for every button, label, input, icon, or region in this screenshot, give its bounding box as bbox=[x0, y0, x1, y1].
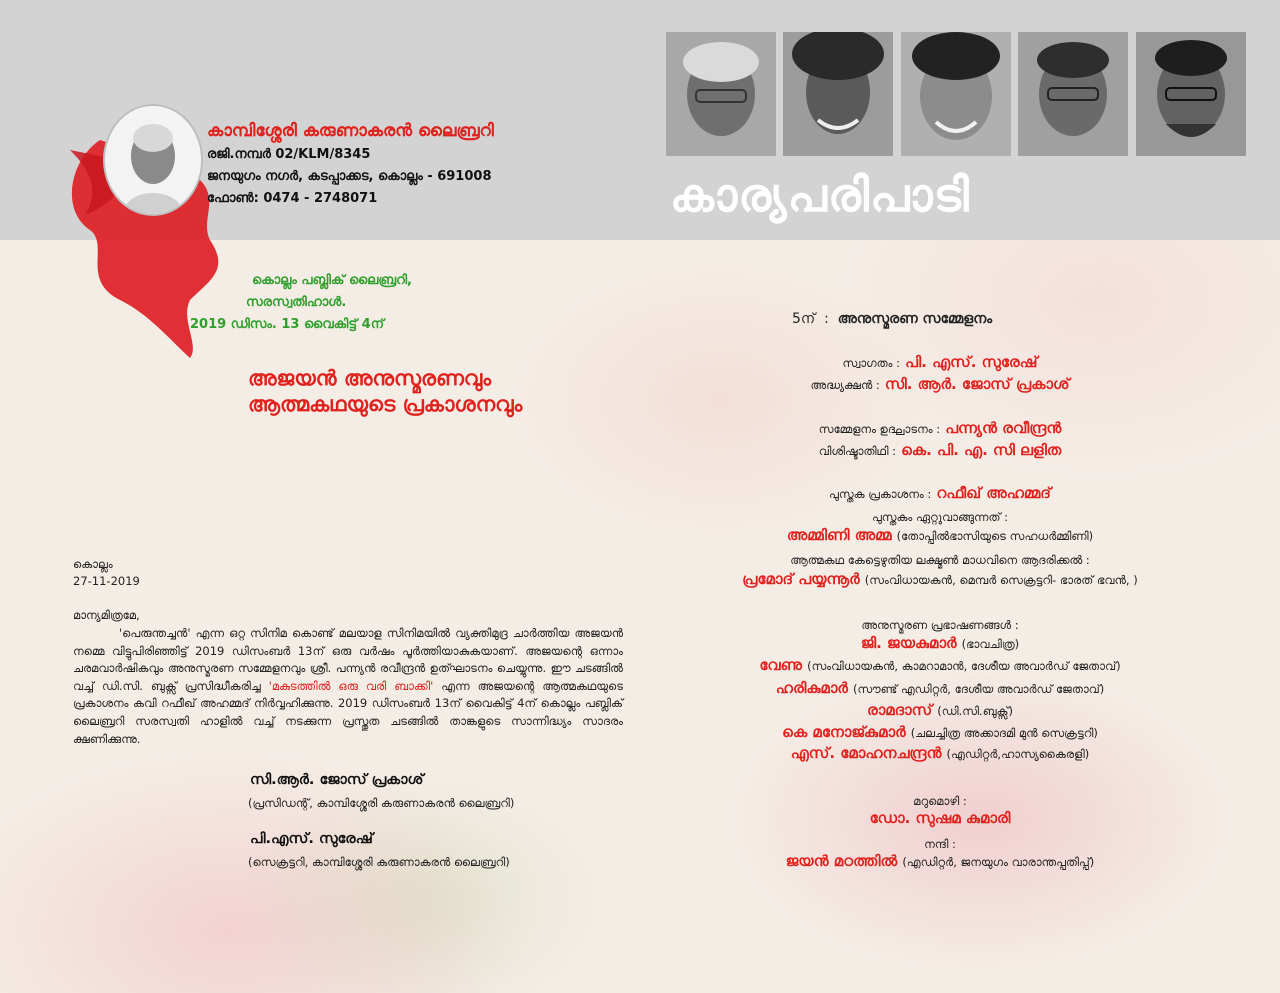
reply-row bbox=[600, 808, 1280, 827]
speaker-note: (എഡിറ്റർ,ഹാസ്യകൈരളി) bbox=[946, 747, 1090, 761]
library-name: കാമ്പിശ്ശേരി കരുണാകരൻ ലൈബ്രറി bbox=[207, 121, 494, 141]
guest-photo-4 bbox=[1018, 32, 1128, 156]
letter-salutation: മാന്യമിത്രമേ, bbox=[73, 608, 140, 622]
session-time: 5ന് bbox=[792, 311, 816, 327]
reply-label-row bbox=[600, 790, 1280, 809]
signatory-1-role: (പ്രസിഡന്റ്, കാമ്പിശ്ശേരി കരുണാകരൻ ലൈബ്രറി) bbox=[248, 796, 515, 810]
library-registration: രജി.നമ്പർ 02/KLM/8345 bbox=[207, 147, 371, 162]
speaker-note: (സൗണ്ട് എഡിറ്റർ, ദേശീയ അവാർഡ് ജേതാവ്) bbox=[853, 682, 1105, 696]
speeches-label: അനുസ്മരണ പ്രഭാഷണങ്ങൾ : bbox=[861, 618, 1019, 632]
letter-date: 27-11-2019 bbox=[73, 574, 140, 588]
session-heading: 5ന് : അനുസ്മരണ സമ്മേളനം bbox=[792, 311, 993, 327]
letter-body bbox=[73, 625, 623, 748]
venue-line-3: 2019 ഡിസം. 13 വൈകിട്ട് 4ന് bbox=[190, 317, 384, 332]
receive-name: അമ്മിണി അമ്മ bbox=[786, 526, 892, 544]
honour-label: ആത്മകഥ കേട്ടെഴുതിയ ലക്ഷ്മൺ മാധവിനെ ആദരിക്കൽ : bbox=[790, 553, 1090, 567]
speaker-name: ജി. ജയകുമാർ bbox=[860, 634, 957, 652]
founder-portrait bbox=[103, 104, 203, 216]
event-title-line-2: ആത്മകഥയുടെ പ്രകാശനവും bbox=[248, 392, 523, 416]
speaker-row bbox=[600, 655, 1280, 674]
event-title-line-1: അജയൻ അനുസ്മരണവും bbox=[248, 366, 492, 390]
receive-label-row bbox=[600, 506, 1280, 525]
session-name: അനുസ്മരണ സമ്മേളനം bbox=[837, 311, 993, 327]
inauguration-label: സമ്മേളനം ഉദ്ഘാടനം : bbox=[818, 422, 941, 436]
guest-photo-1 bbox=[666, 32, 776, 156]
thanks-note: (എഡിറ്റർ, ജനയുഗം വാരാന്തപ്പതിപ്പ്) bbox=[902, 855, 1095, 869]
signatory-2-role: (സെക്രട്ടറി, കാമ്പിശ്ശേരി കരുണാകരൻ ലൈബ്രറി) bbox=[248, 855, 510, 869]
guest-label: വിശിഷ്ടാതിഥി : bbox=[818, 444, 896, 458]
speaker-row bbox=[600, 678, 1280, 697]
letter-body-part-1: 'പെരുന്തച്ചൻ' എന്ന ഒറ്റ സിനിമ കൊണ്ട് മലയാള സിനിമയിൽ വ്യക്തിമുദ്ര ചാർത്തിയ അജയൻ നമ്മെ വിട്ടുപിരിഞ്ഞിട്ട് 2019 ഡിസംബർ 13ന് ഒരു വർഷം പൂർത്തിയാകുകയാണ്. അജയന്റെ ഒന്നാം ചരമവാർഷികവും അനുസ്മരണ സമ്മേളനവും ശ്രീ. പന്ന്യൻ രവീന്ദ്രൻ ഉത്ഘാടനം ചെയ്യുന്നു. ഈ ചടങ്ങിൽ വച്ച് ഡി.സി. ബുക്സ് പ്രസിദ്ധീകരിച്ച bbox=[73, 626, 623, 693]
book-title: 'മകുടത്തിൽ ഒരു വരി ബാക്കി' bbox=[268, 678, 434, 693]
speaker-row bbox=[600, 633, 1280, 652]
receive-note: (തോപ്പിൽഭാസിയുടെ സഹധർമ്മിണി) bbox=[896, 529, 1094, 543]
guest-row bbox=[600, 440, 1280, 459]
welcome-row bbox=[600, 352, 1280, 371]
guest-photo-3 bbox=[901, 32, 1011, 156]
speaker-note: (സംവിധായകൻ, കാമറാമാൻ, ദേശീയ അവാർഡ് ജേതാവ്) bbox=[807, 659, 1121, 673]
president-label: അദ്ധ്യക്ഷൻ : bbox=[810, 378, 880, 392]
thanks-row bbox=[600, 851, 1280, 870]
speaker-row bbox=[600, 743, 1280, 762]
guest-photo-5 bbox=[1136, 32, 1246, 156]
guest-photo-2 bbox=[783, 32, 893, 156]
speaker-name: എസ്. മോഹനചന്ദ്രൻ bbox=[790, 744, 942, 762]
speaker-note: (ചലച്ചിത്ര അക്കാദമി മുൻ സെക്രട്ടറി) bbox=[910, 726, 1098, 740]
speaker-row bbox=[600, 700, 1280, 719]
venue-line-1: കൊല്ലം പബ്ലിക് ലൈബ്രറി, bbox=[252, 273, 412, 288]
honour-name: പ്രമോദ് പയ്യന്നൂർ bbox=[742, 570, 860, 588]
speaker-row bbox=[600, 722, 1280, 741]
inauguration-row bbox=[600, 418, 1280, 437]
president-name: സി. ആർ. ജോസ് പ്രകാശ് bbox=[884, 375, 1070, 393]
speaker-name: രാമദാസ് bbox=[866, 701, 933, 719]
venue-line-2: സരസ്വതിഹാൾ. bbox=[246, 295, 347, 310]
letter-place: കൊല്ലം bbox=[73, 557, 113, 571]
receive-row bbox=[600, 525, 1280, 544]
guest-name: കെ. പി. എ. സി ലളിത bbox=[901, 441, 1062, 459]
honour-label-row bbox=[600, 549, 1280, 568]
honour-row bbox=[600, 569, 1280, 588]
thanks-label: നന്ദി : bbox=[924, 837, 956, 851]
thanks-name: ജയൻ മഠത്തിൽ bbox=[785, 852, 898, 870]
reply-name: ഡോ. സുഷമ കുമാരി bbox=[869, 809, 1011, 827]
reply-label: മറുമൊഴി : bbox=[913, 794, 967, 808]
welcome-name: പി. എസ്. സുരേഷ് bbox=[905, 353, 1038, 371]
speeches-label-row bbox=[600, 614, 1280, 633]
release-name: റഫീഖ് അഹമ്മദ് bbox=[936, 484, 1051, 502]
president-row bbox=[600, 374, 1280, 393]
letter-body-part-2: എന്ന അജയന്റെ ആത്മകഥയുടെ പ്രകാശനം കവി റഫീഖ് അഹമ്മദ് നിർവ്വഹിക്കുന്നു. 2019 ഡിസംബർ 13ന് വൈകിട്ട് 4ന് കൊല്ലം പബ്ലിക് ലൈബ്രറി സരസ്വതി ഹാളിൽ വച്ച് നടക്കുന്ന പ്രസ്തുത ചടങ്ങിൽ താങ്കളുടെ സാന്നിദ്ധ്യം സാദരം ക്ഷണിക്കുന്നു. bbox=[73, 678, 623, 746]
release-label: പുസ്തക പ്രകാശനം : bbox=[829, 487, 932, 501]
signatory-2-name: പി.എസ്. സുരേഷ് bbox=[250, 831, 373, 847]
speaker-name: വേണു bbox=[759, 656, 802, 674]
thanks-label-row bbox=[600, 833, 1280, 852]
speaker-note: (ഡി.സി.ബുക്സ്) bbox=[937, 704, 1014, 718]
library-address: ജനയുഗം നഗർ, കടപ്പാക്കട, കൊല്ലം - 691008 bbox=[207, 169, 492, 184]
inauguration-name: പന്ന്യൻ രവീന്ദ്രൻ bbox=[945, 419, 1062, 437]
speaker-name: ഹരികുമാർ bbox=[775, 679, 848, 697]
receive-label: പുസ്തകം ഏറ്റുവാങ്ങുന്നത് : bbox=[871, 510, 1009, 524]
library-phone: ഫോൺ: 0474 - 2748071 bbox=[207, 191, 378, 206]
signatory-1-name: സി.ആർ. ജോസ് പ്രകാശ് bbox=[250, 772, 424, 788]
speaker-name: കെ മനോജ്കുമാർ bbox=[782, 723, 906, 741]
programme-title: കാര്യപരിപാടി bbox=[670, 168, 970, 222]
release-row bbox=[600, 483, 1280, 502]
speaker-note: (ഭാവചിത്ര) bbox=[961, 637, 1020, 651]
welcome-label: സ്വാഗതം : bbox=[842, 356, 900, 370]
honour-note: (സംവിധായകൻ, മെമ്പർ സെക്രട്ടറി- ഭാരത് ഭവൻ, ) bbox=[864, 573, 1138, 587]
